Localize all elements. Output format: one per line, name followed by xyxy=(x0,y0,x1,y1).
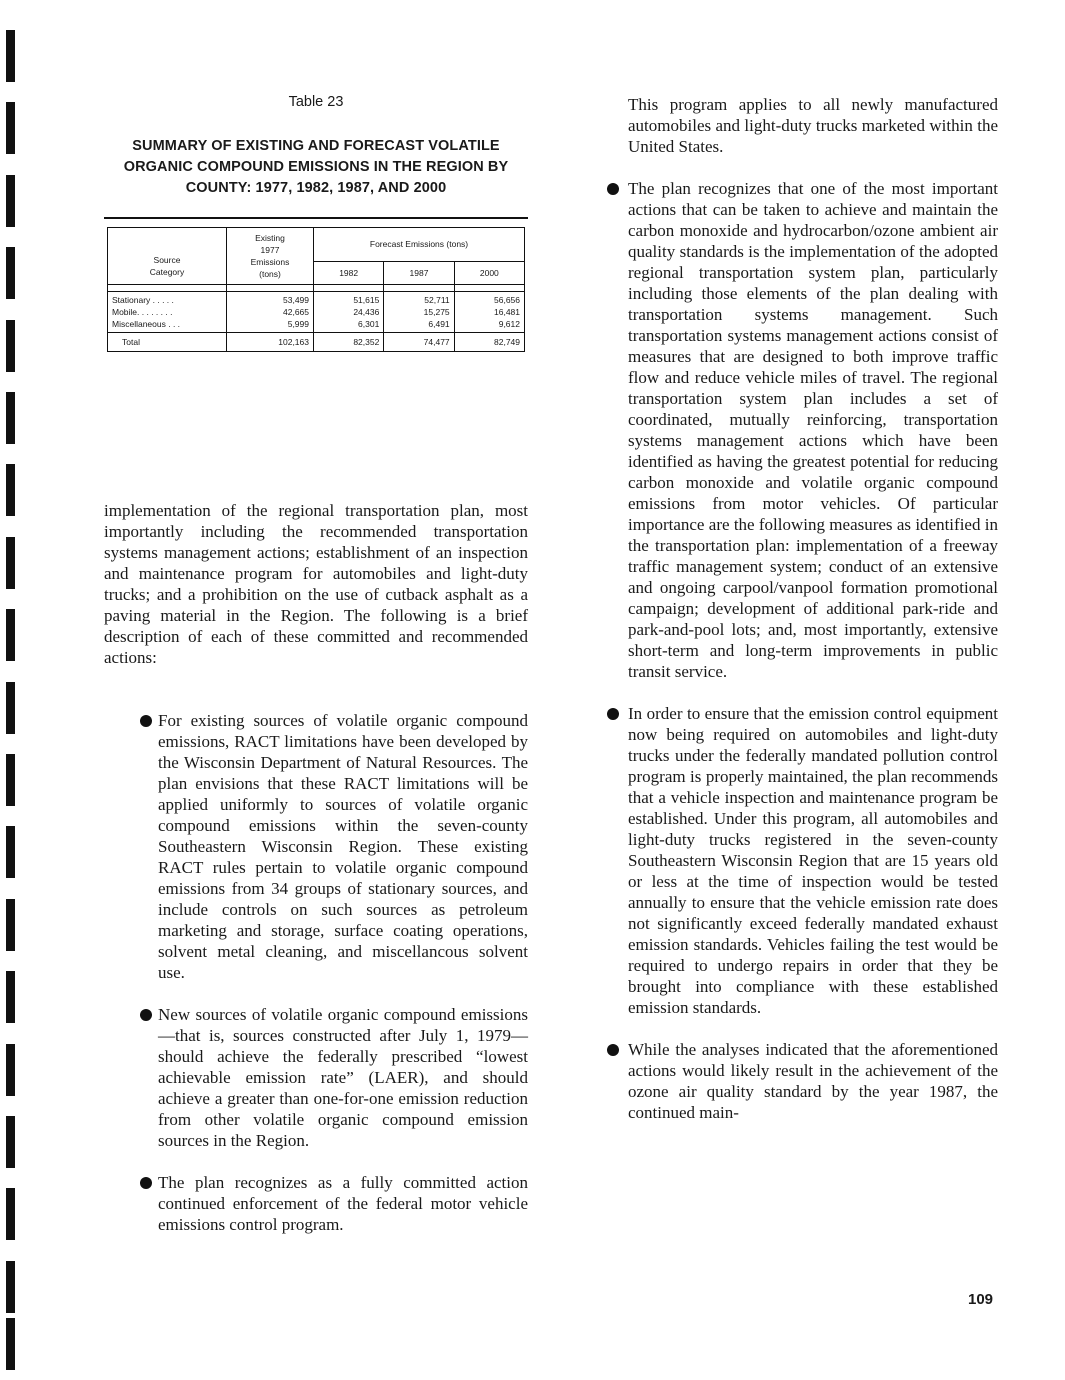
existing-1977-cell xyxy=(227,292,314,333)
table-section xyxy=(104,94,528,352)
bullet-text: For existing sources of volatile organic compound emissions, RACT limitations have been developed by the Wisconsin Department of Natural Resources. The plan envisions that these RACT limitations will be applied uniformly to sources of volatile organic compound emissions within the seven-county Southeastern Wisconsin Region. These existing RACT rules pertain to volatile organic compound emissions from 34 groups of stationary sources, and include controls on such sources as petroleum marketing and storage, surface coating operations, solvent metal cleaning, and miscellancous solvent use. xyxy=(158,711,528,982)
binding-marks xyxy=(0,0,30,1380)
binding-mark xyxy=(6,175,15,227)
binding-mark xyxy=(6,102,15,154)
table-cell: Mobile. . . . . . . . xyxy=(112,307,173,317)
table-cell: 5,999 xyxy=(287,319,309,329)
table-total-row xyxy=(108,333,525,352)
binding-mark xyxy=(6,464,15,516)
year-1987-header: 1987 xyxy=(384,261,454,284)
table-cell: 15,275 xyxy=(423,307,450,317)
total-1987: 74,477 xyxy=(384,333,454,352)
total-2000: 82,749 xyxy=(454,333,524,352)
binding-mark xyxy=(6,754,15,806)
binding-mark xyxy=(6,320,15,372)
left-bullet-list xyxy=(104,710,528,1256)
binding-mark xyxy=(6,247,15,299)
emissions-table xyxy=(107,227,525,352)
binding-mark xyxy=(6,392,15,444)
binding-mark xyxy=(6,1116,15,1168)
table-header-row xyxy=(108,228,525,262)
table-cell: 6,301 xyxy=(358,319,380,329)
table-cell: 42,665 xyxy=(283,307,309,317)
bullet-existing-sources xyxy=(104,710,528,983)
binding-mark xyxy=(6,1188,15,1240)
bullet-transportation-plan xyxy=(604,178,998,682)
forecast-1987-cell xyxy=(384,292,454,333)
bullet-dot-icon xyxy=(607,708,619,720)
table-cell: 51,615 xyxy=(353,295,380,305)
header-text: Category xyxy=(149,267,185,277)
bullet-text: The plan recognizes as a fully committed action continued enforcement of the federal motor vehicle emissions control program. xyxy=(158,1173,528,1234)
bullet-dot-icon xyxy=(607,183,619,195)
total-1982: 82,352 xyxy=(314,333,384,352)
binding-mark xyxy=(6,971,15,1023)
table-cell: 24,436 xyxy=(353,307,380,317)
binding-mark xyxy=(6,1044,15,1096)
bullet-dot-icon xyxy=(140,715,152,727)
table-title: SUMMARY OF EXISTING AND FORECAST VOLATILE ORGANIC COMPOUND EMISSIONS IN THE REGION BY COUNTY: 1977, 1982, 1987, AND 2000 xyxy=(123,138,509,196)
binding-mark xyxy=(6,899,15,951)
binding-mark xyxy=(6,1318,15,1370)
bullet-text: The plan recognizes that one of the most important actions that can be taken to achieve and maintain the carbon monoxide and hydrocarbon/ozone ambient air quality standards is the implementation of the adopted regional transportation system plan, particularly including those elements of the plan dealing with transportation systems management. Such transportation systems management actions consist of measures that are designed to both improve traffic flow and reduce vehicle miles of travel. The regional transportation system plan includes a set of coordinated, mutually reinforcing, transportation systems management actions which have been identified as having the greatest potential for reducing carbon monoxide and volatile organic compound emissions from motor vehicles. Of particular importance are the following measures as identified in the transportation plan: implementation of a freeway traffic management system; conduct of an extensive and ongoing carpool/vanpool formation promotional campaign; development of additional park-ride and park-and-pool lots; and, most importantly, extensive short-term and long-term improvements in public transit service. xyxy=(628,179,998,681)
bullet-text: While the analyses indicated that the aforementioned actions would likely result in the achievement of the ozone air quality standard by the year 1987, the continued main- xyxy=(628,1040,998,1122)
table-cell: 56,656 xyxy=(494,295,520,305)
table-cell: Stationary . . . . . xyxy=(112,295,174,305)
bullet-dot-icon xyxy=(140,1009,152,1021)
bullet-text: New sources of volatile organic compound emissions—that is, sources constructed after July 1, 1979—should achieve the federally prescribed “lowest achievable emission rate” (LAER), and should achieve a greater than one-for-one emission reduction from other volatile organic compound emission sources in the Region. xyxy=(158,1005,528,1150)
year-2000-header: 2000 xyxy=(454,261,524,284)
bullet-dot-icon xyxy=(607,1044,619,1056)
existing-emissions-header xyxy=(227,228,314,285)
table-spacer xyxy=(108,285,525,292)
table-cell: 6,491 xyxy=(428,319,450,329)
table-body-rows xyxy=(108,292,525,333)
header-text: Existing xyxy=(255,233,285,243)
bullet-ozone-standard xyxy=(604,1039,998,1123)
header-text: Source xyxy=(153,255,181,265)
page-number: 109 xyxy=(968,1291,994,1308)
bullet-inspection-maintenance xyxy=(604,703,998,1018)
right-column xyxy=(604,94,998,1144)
binding-mark xyxy=(6,1261,15,1313)
table-cell: 16,481 xyxy=(494,307,520,317)
year-1982-header: 1982 xyxy=(314,261,384,284)
title-rule xyxy=(104,217,528,219)
binding-mark xyxy=(6,30,15,82)
intro-paragraph: implementation of the regional transportation plan, most importantly including the recommended transportation systems management actions; establishment of an inspection and maintenance program for automobiles and light-duty trucks; and a prohibition on the use of cutback asphalt as a paving material in the Region. The following is a brief description of each of these committed and recommended actions: xyxy=(104,501,528,667)
table-cell: 9,612 xyxy=(498,319,520,329)
source-category-header xyxy=(108,228,227,285)
binding-mark xyxy=(6,682,15,734)
total-1977: 102,163 xyxy=(227,333,314,352)
table-cell: Miscellaneous . . . xyxy=(112,319,181,329)
binding-mark xyxy=(6,826,15,878)
table-label: Table 23 xyxy=(288,94,344,110)
bullet-new-sources xyxy=(104,1004,528,1151)
header-text: (tons) xyxy=(259,269,281,279)
header-text: 1977 xyxy=(260,245,280,255)
total-label: Total xyxy=(108,333,227,352)
binding-mark xyxy=(6,537,15,589)
bullet-motor-vehicle-program xyxy=(104,1172,528,1235)
category-cell xyxy=(108,292,227,333)
table-cell: 52,711 xyxy=(424,295,450,305)
continuation-paragraph: This program applies to all newly manufactured automobiles and light-duty trucks marketed within the United States. xyxy=(628,95,998,156)
forecast-2000-cell xyxy=(454,292,524,333)
header-text: Emissions xyxy=(250,257,290,267)
forecast-emissions-header: Forecast Emissions (tons) xyxy=(314,228,525,262)
table-cell: 53,499 xyxy=(283,295,309,305)
bullet-text: In order to ensure that the emission control equipment now being required on automobiles and light-duty trucks under the federally mandated pollution control program is properly maintained, the plan recommends that a vehicle inspection and maintenance program be established. Under this program, all automobiles and light-duty trucks registered in the seven-county Southeastern Wisconsin Region that are 15 years old or less at the time of inspection would be tested annually to ensure that the vehicle emission rate does not significantly exceed federally mandated exhaust emission standards. Vehicles failing the test would be required to undergo repairs in order that they be brought into compliance with these established emission standards. xyxy=(628,704,998,1017)
bullet-dot-icon xyxy=(140,1177,152,1189)
binding-mark xyxy=(6,609,15,661)
forecast-1982-cell xyxy=(314,292,384,333)
